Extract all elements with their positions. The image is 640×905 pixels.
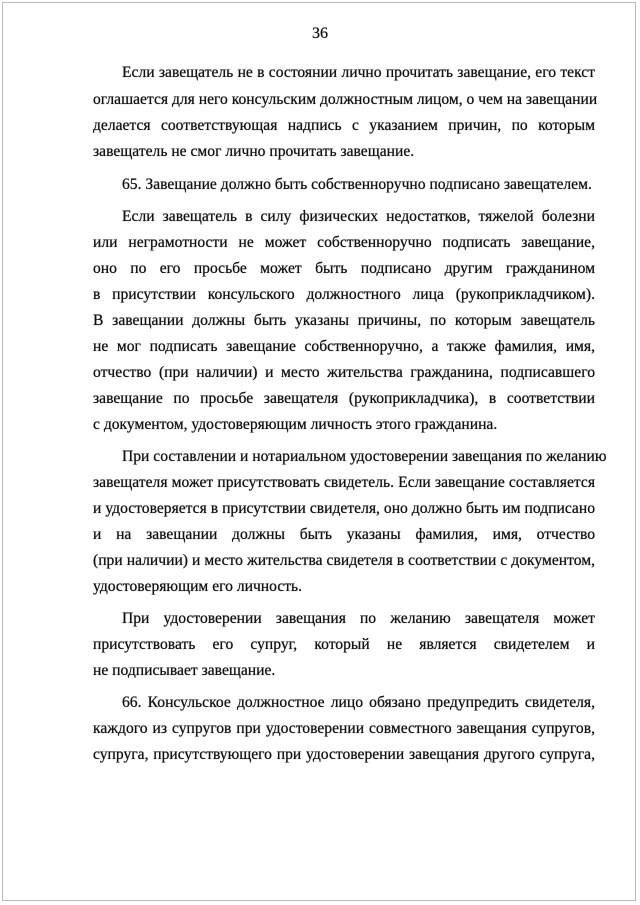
paragraph-line: присутствовать его супруг, который не является свидетелем и [93,636,595,653]
paragraph-line: удостоверяющим его личность. [93,578,303,595]
paragraph-line: оно по его просьбе может быть подписано другим гражданином [93,260,595,277]
paragraph-line: Если завещатель в силу физических недостатков, тяжелой болезни [122,208,595,225]
page-number: 36 [312,25,328,42]
paragraph-line: оглашается для него консульским должностным лицом, о чем на завещании [93,91,598,108]
paragraph-line: не подписывает завещание. [93,662,276,679]
paragraph-line: с документом, удостоверяющим личность этого гражданина. [93,416,498,433]
paragraph-line: или неграмотности не может собственноручно подписать завещание, [93,234,595,251]
paragraph-line: 65. Завещание должно быть собственноручно подписано завещателем. [122,176,592,193]
paragraph-line: При составлении и нотариальном удостоверении завещания по желанию [122,448,607,465]
paragraph-line: (при наличии) и место жительства свидетеля в соответствии с документом, [93,552,595,569]
paragraph-line: Если завещатель не в состоянии лично прочитать завещание, его текст [122,64,595,81]
paragraph-line: При удостоверении завещания по желанию завещателя может [122,610,595,627]
paragraph-line: 66. Консульское должностное лицо обязано предупредить свидетеля, [122,694,595,711]
paragraph-line: завещатель не смог лично прочитать завещание. [93,143,415,160]
paragraph-line: не мог подписать завещание собственноручно, а также фамилия, имя, [93,338,595,355]
paragraph-line: супруга, присутствующего при удостоверении завещания другого супруга, [93,746,595,763]
paragraph-line: каждого из супругов при удостоверении совместного завещания супругов, [93,720,595,737]
paragraph-line: в присутствии консульского должностного лица (рукоприкладчиком). [93,286,595,303]
paragraph-line: завещание по просьбе завещателя (рукоприкладчика), в соответствии [93,390,595,407]
paragraph-line: В завещании должны быть указаны причины, по которым завещатель [93,312,595,329]
paragraph-line: завещателя может присутствовать свидетель. Если завещание составляется [93,474,595,491]
paragraph-line: и на завещании должны быть указаны фамилия, имя, отчество [93,526,595,543]
paragraph-line: делается соответствующая надпись с указанием причин, по которым [93,117,595,134]
paragraph-line: и удостоверяется в присутствии свидетеля, оно должно быть им подписано [93,500,595,517]
paragraph-line: отчество (при наличии) и место жительства гражданина, подписавшего [93,364,595,381]
